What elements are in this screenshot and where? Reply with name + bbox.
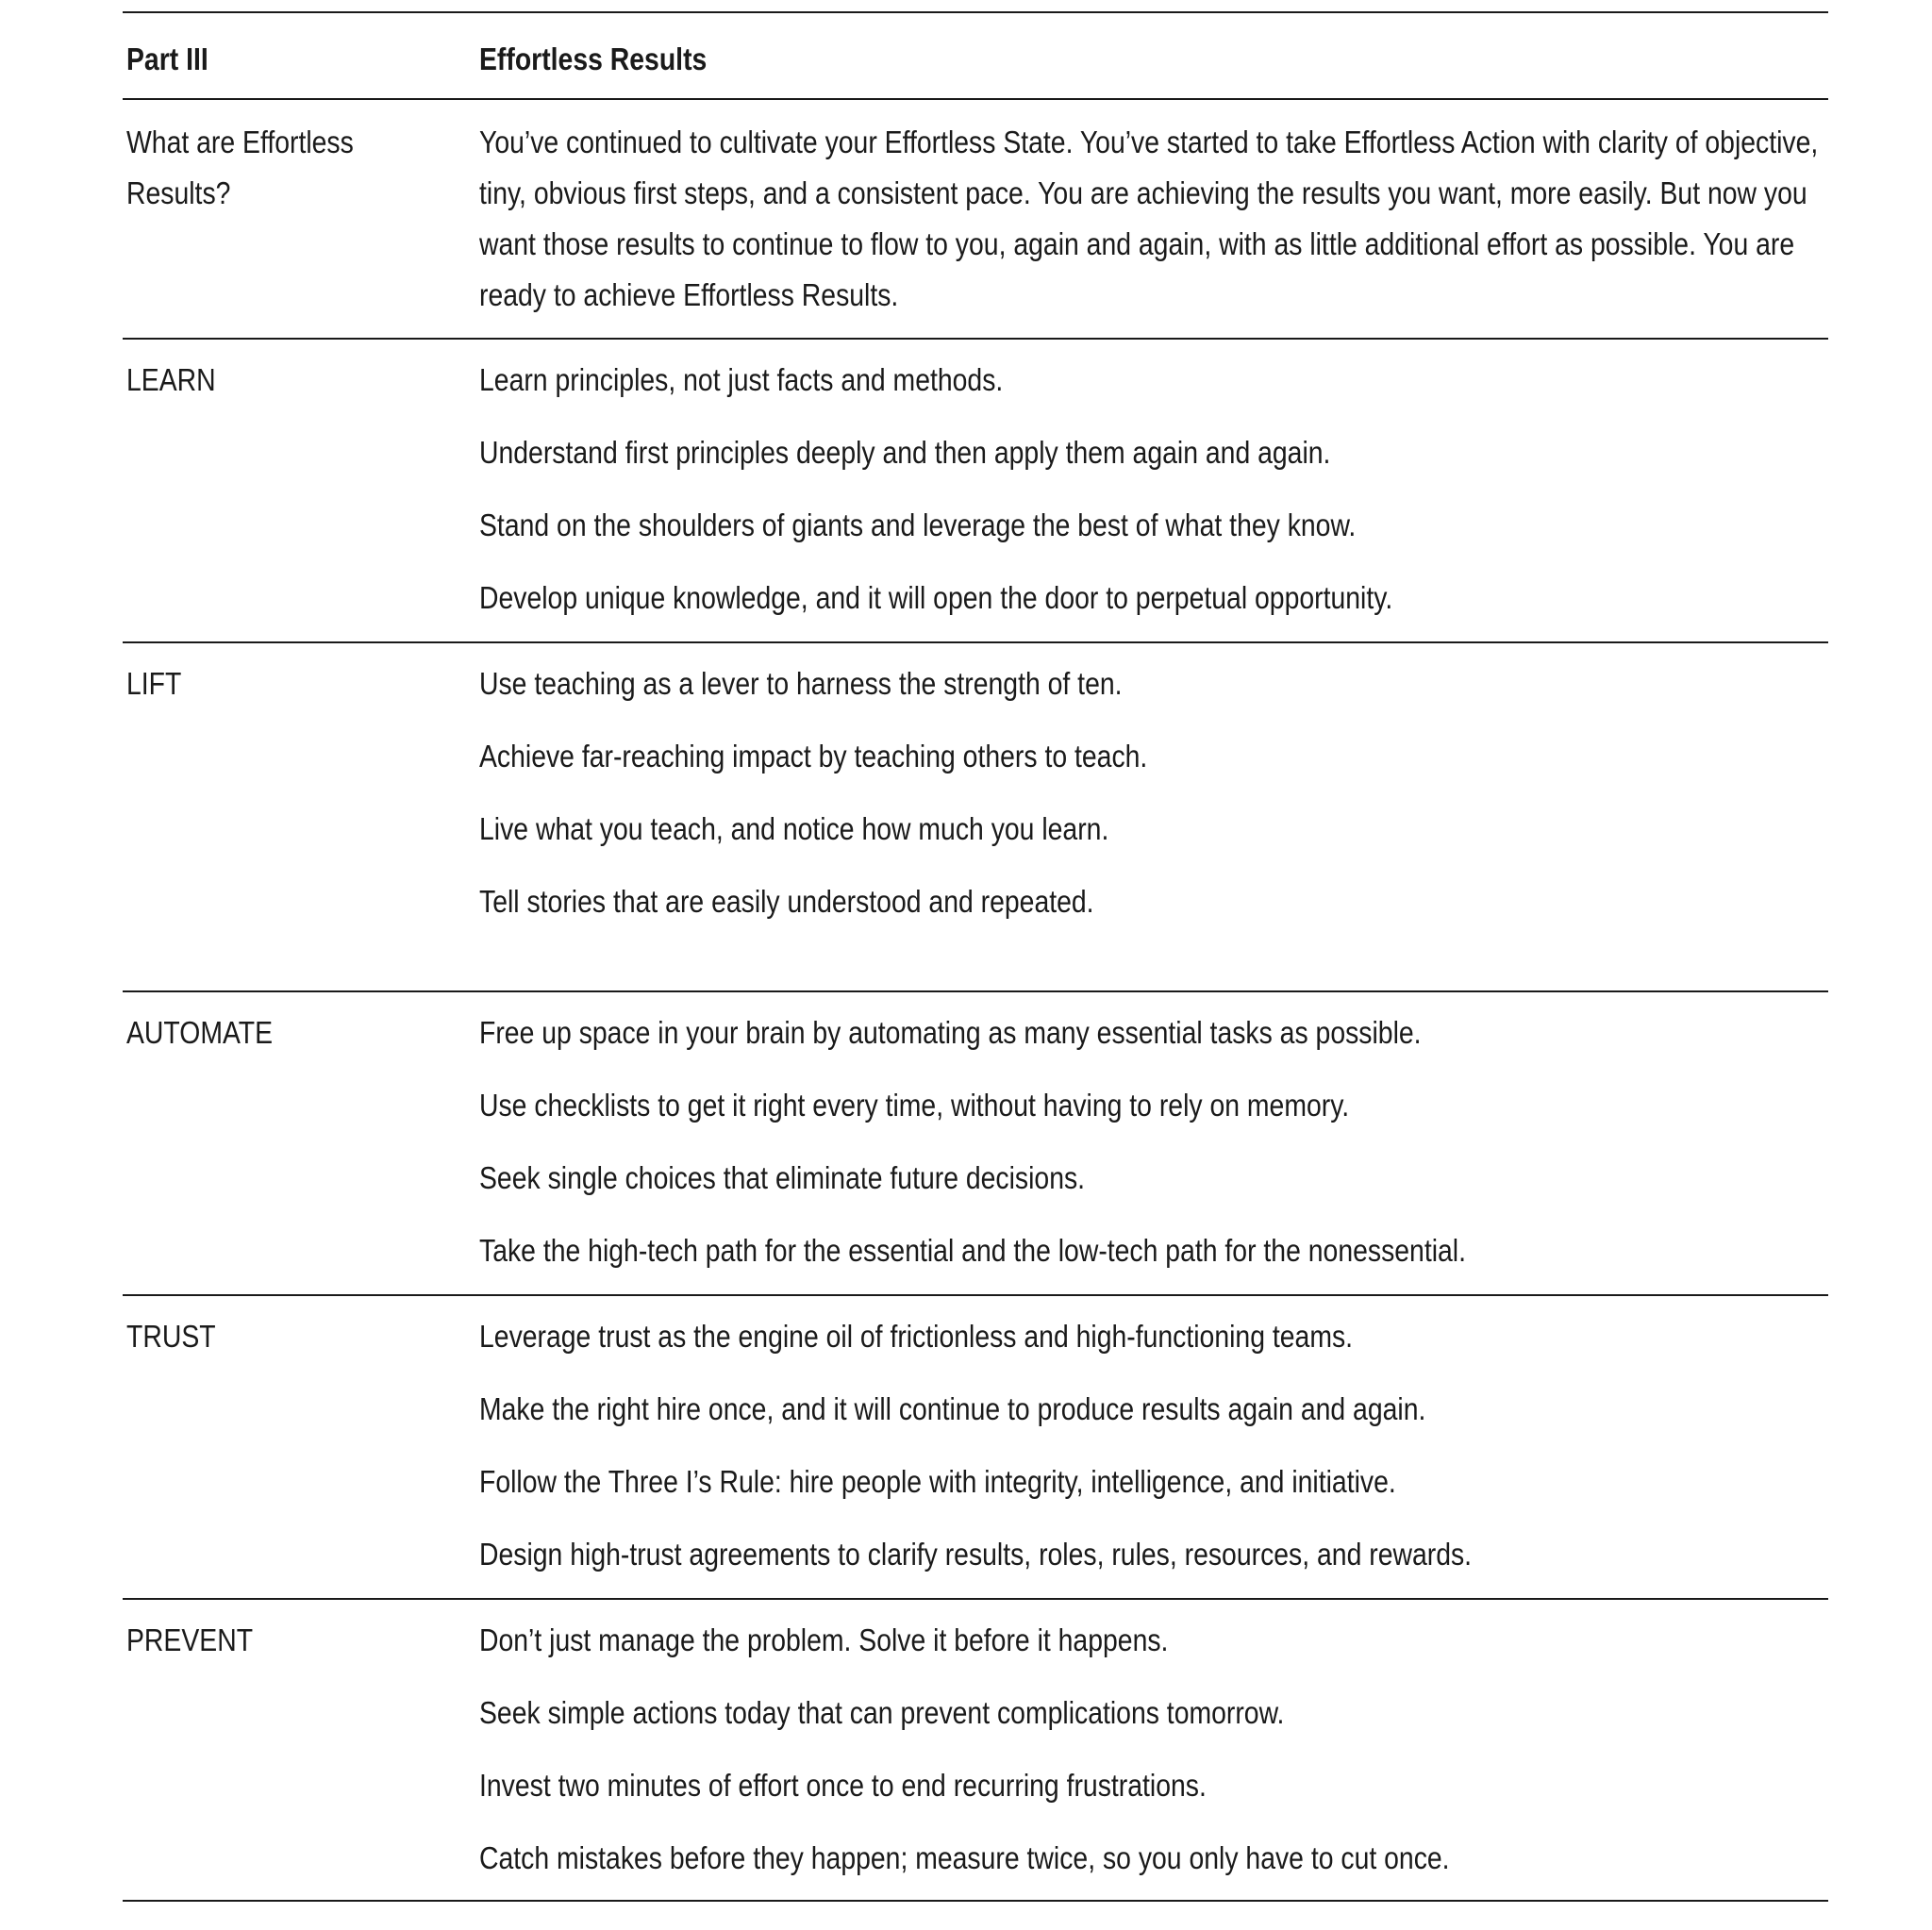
- section-items: [479, 658, 1631, 949]
- section-row-lift: [123, 641, 1828, 990]
- table-header-row: [123, 11, 1828, 98]
- intro-question: What are Effortless Results?: [126, 125, 354, 210]
- section-items: [479, 1007, 1631, 1298]
- section-items: [479, 355, 1631, 645]
- list-item: Live what you teach, and notice how much you learn.: [479, 811, 1109, 846]
- list-item: Take the high-tech path for the essential and the low-tech path for the nonessential.: [479, 1233, 1467, 1268]
- list-item: Seek single choices that eliminate future decisions.: [479, 1160, 1086, 1195]
- intro-paragraph: You’ve continued to cultivate your Effortless State. You’ve started to take Effortless Action with clarity of objective, tiny, obvious first steps, and a consistent pace. You are achieving the results you want, more easily. But now you want those results to continue to flow to you, again and again, with as little additional effort as possible. You are ready to achieve Effortless Results.: [479, 125, 1819, 312]
- section-label: AUTOMATE: [126, 1015, 274, 1050]
- list-item: Develop unique knowledge, and it will open the door to perpetual opportunity.: [479, 580, 1393, 615]
- list-item: Don’t just manage the problem. Solve it before it happens.: [479, 1622, 1169, 1657]
- section-label: LEARN: [126, 362, 216, 397]
- list-item: Achieve far-reaching impact by teaching others to teach.: [479, 739, 1148, 774]
- list-item: Use checklists to get it right every time, without having to rely on memory.: [479, 1088, 1350, 1123]
- section-label: PREVENT: [126, 1622, 254, 1657]
- section-items: [479, 1311, 1631, 1602]
- list-item: Catch mistakes before they happen; measure twice, so you only have to cut once.: [479, 1840, 1450, 1875]
- list-item: Follow the Three I’s Rule: hire people with integrity, intelligence, and initiative.: [479, 1464, 1396, 1499]
- list-item: Tell stories that are easily understood and repeated.: [479, 884, 1094, 919]
- header-title: Effortless Results: [479, 42, 708, 76]
- section-items: [479, 1615, 1631, 1905]
- section-row-learn: [123, 338, 1828, 641]
- list-item: Understand first principles deeply and then apply them again and again.: [479, 435, 1331, 470]
- list-item: Use teaching as a lever to harness the strength of ten.: [479, 666, 1123, 701]
- list-item: Seek simple actions today that can prevent complications tomorrow.: [479, 1695, 1285, 1730]
- section-row-trust: [123, 1294, 1828, 1598]
- list-item: Leverage trust as the engine oil of frictionless and high-functioning teams.: [479, 1319, 1354, 1354]
- section-row-automate: [123, 990, 1828, 1294]
- list-item: Design high-trust agreements to clarify results, roles, rules, resources, and rewards.: [479, 1537, 1473, 1572]
- intro-text: [479, 117, 1819, 321]
- intro-row: [123, 98, 1828, 338]
- list-item: Free up space in your brain by automating as many essential tasks as possible.: [479, 1015, 1422, 1050]
- list-item: Stand on the shoulders of giants and leverage the best of what they know.: [479, 507, 1357, 542]
- list-item: Learn principles, not just facts and methods.: [479, 362, 1004, 397]
- list-item: Invest two minutes of effort once to end recurring frustrations.: [479, 1768, 1207, 1803]
- list-item: Make the right hire once, and it will continue to produce results again and again.: [479, 1391, 1426, 1426]
- section-row-prevent: [123, 1598, 1828, 1902]
- section-label: LIFT: [126, 666, 182, 701]
- summary-table: [123, 11, 1828, 1902]
- header-part-label: Part III: [126, 42, 208, 76]
- section-label: TRUST: [126, 1319, 216, 1354]
